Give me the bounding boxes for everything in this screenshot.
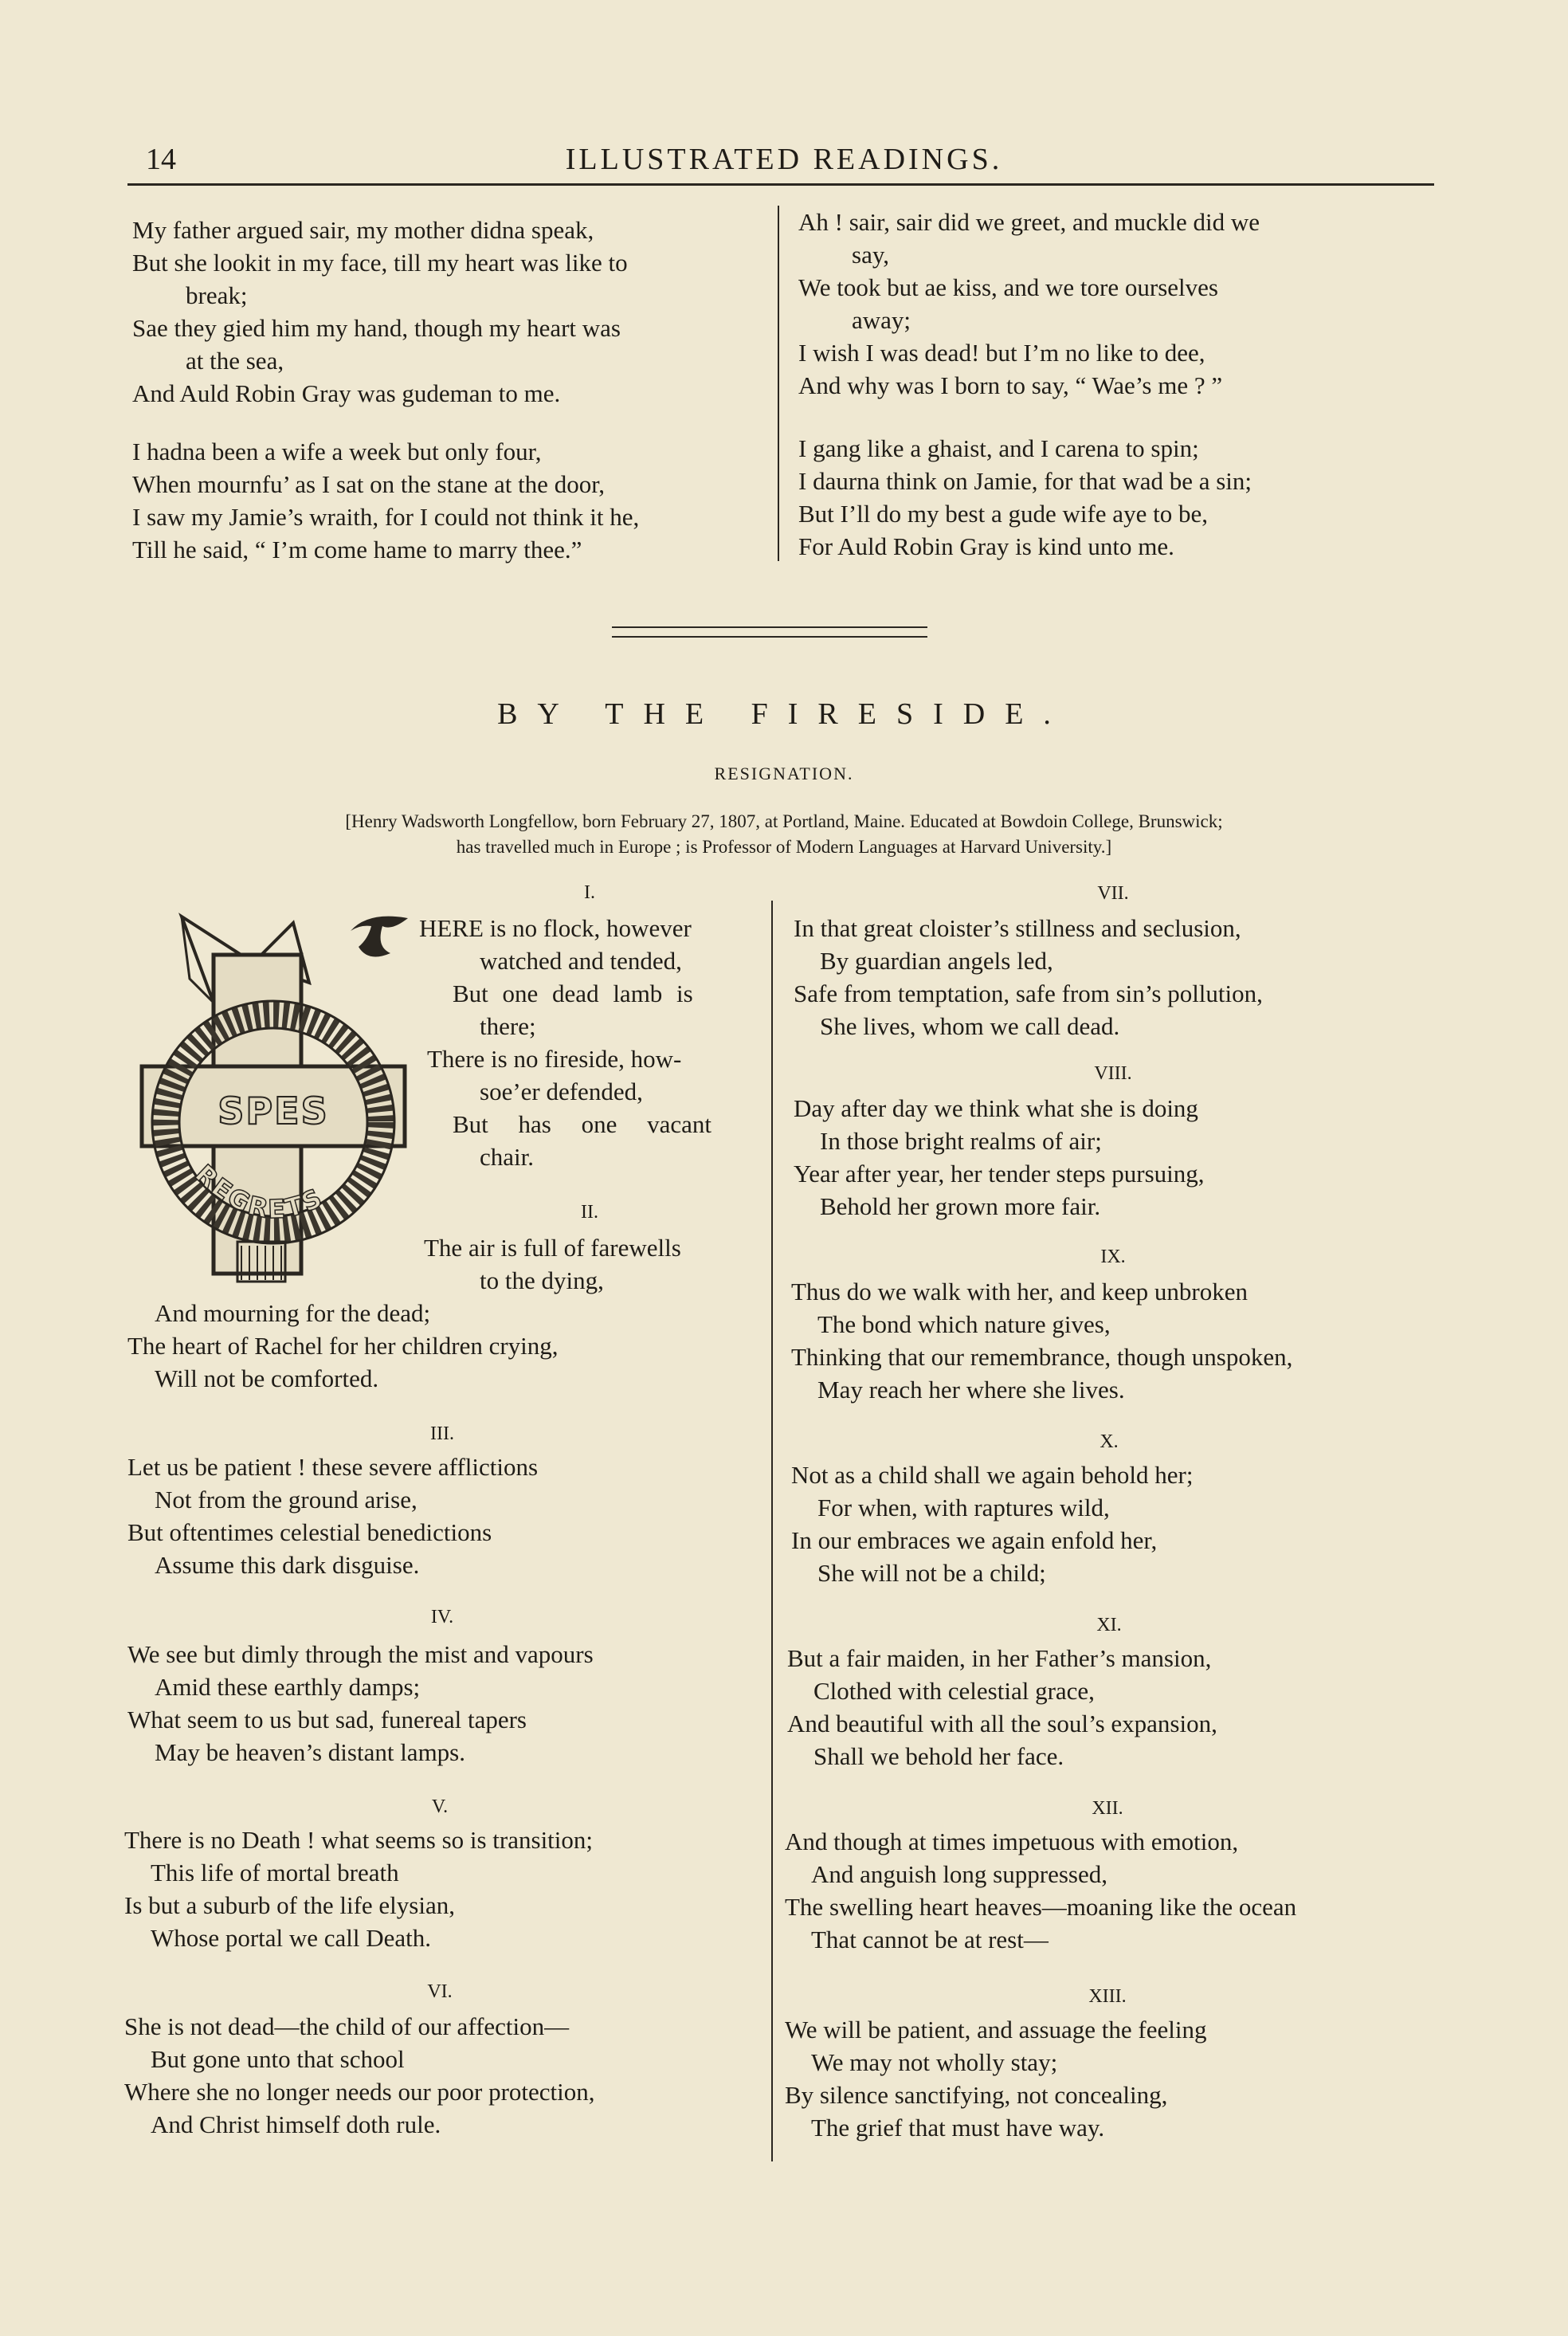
stanza-VIII: [794, 1092, 1205, 1223]
verse-line: May be heaven’s distant lamps.: [155, 1738, 465, 1766]
author-note-line: has travelled much in Europe ; is Professor of Modern Languages at Harvard University.]: [456, 837, 1112, 857]
verse-line: Let us be patient ! these severe afflictions: [127, 1453, 539, 1481]
verse-line: Amid these earthly damps;: [155, 1673, 421, 1701]
verse-line: And why was I born to say, “ Wae’s me ? ”: [798, 371, 1223, 399]
stanza-XI: [787, 1642, 1217, 1773]
verse-line: And Auld Robin Gray was gudeman to me.: [132, 379, 561, 407]
poem-subtitle: RESIGNATION.: [714, 764, 854, 783]
stanza-number: XI.: [1096, 1615, 1122, 1635]
verse-line: chair.: [480, 1143, 534, 1171]
verse-line: But I’ll do my best a gude wife aye to be,: [798, 500, 1208, 528]
author-note-line: [Henry Wadsworth Longfellow, born February 27, 1807, at Portland, Maine. Educated at Bowdoin College, Brunswick;: [345, 811, 1223, 831]
verse-line: But has one vacant: [453, 1110, 712, 1138]
verse-line: Clothed with celestial grace,: [813, 1677, 1095, 1705]
verse-line: By guardian angels led,: [820, 947, 1053, 975]
section-separator: [612, 626, 927, 638]
verse-line: The heart of Rachel for her children crying,: [127, 1332, 559, 1360]
verse-line: HERE is no flock, however: [419, 914, 692, 942]
drop-cap: [344, 907, 416, 963]
verse-line: Whose portal we call Death.: [151, 1924, 432, 1952]
stanza-number: I.: [584, 882, 595, 903]
verse-line: Shall we behold her face.: [813, 1742, 1064, 1770]
running-title: ILLUSTRATED READINGS.: [565, 143, 1003, 176]
verse-line: When mournfu’ as I sat on the stane at the door,: [132, 470, 606, 498]
verse-line: But a fair maiden, in her Father’s mansion,: [787, 1644, 1212, 1672]
verse-line: Sae they gied him my hand, though my heart was: [132, 314, 621, 342]
verse-line: I saw my Jamie’s wraith, for I could not think it he,: [132, 503, 640, 531]
verse-line: Is but a suburb of the life elysian,: [124, 1891, 455, 1919]
header-rule: [127, 183, 1434, 186]
verse-line: Thinking that our remembrance, though unspoken,: [791, 1343, 1293, 1371]
verse-line: The swelling heart heaves—moaning like the ocean: [785, 1893, 1297, 1921]
verse-line: away;: [852, 306, 911, 334]
verse-line: say,: [852, 241, 890, 269]
verse-line: In our embraces we again enfold her,: [791, 1526, 1158, 1554]
verse-line: Behold her grown more fair.: [820, 1192, 1101, 1220]
page-number: 14: [146, 143, 176, 176]
emblem-word-regrets: REGRETS: [189, 1158, 329, 1225]
verse-line: soe’er defended,: [480, 1078, 643, 1105]
poem1-stanza-3: [798, 206, 1260, 402]
verse-line: There is no fireside, how-: [427, 1045, 682, 1073]
verse-line: I hadna been a wife a week but only four,: [132, 438, 542, 465]
verse-line: I daurna think on Jamie, for that wad be a sin;: [798, 467, 1252, 495]
poem1-stanza-4: [798, 432, 1252, 563]
stanza-IX: [791, 1275, 1292, 1406]
verse-line: And mourning for the dead;: [155, 1299, 431, 1327]
verse-line: But she lookit in my face, till my heart was like to: [132, 249, 628, 277]
verse-line: Till he said, “ I’m come hame to marry thee.”: [132, 536, 582, 563]
verse-line: We see but dimly through the mist and vapours: [127, 1640, 594, 1668]
section-title: BY THE FIRESIDE.: [497, 697, 1071, 731]
verse-line: We may not wholly stay;: [811, 2048, 1058, 2076]
stanza-number: IV.: [430, 1607, 454, 1627]
verse-line: This life of mortal breath: [151, 1859, 399, 1886]
verse-line: The grief that must have way.: [811, 2114, 1105, 2142]
verse-line: She will not be a child;: [817, 1559, 1046, 1587]
verse-line: to the dying,: [480, 1266, 604, 1294]
verse-line: May reach her where she lives.: [817, 1376, 1125, 1404]
verse-line: The air is full of farewells: [424, 1234, 681, 1262]
stanza-number: V.: [431, 1796, 449, 1817]
verse-line: And Christ himself doth rule.: [151, 2110, 441, 2138]
verse-line: She is not dead—the child of our affection—: [124, 2012, 570, 2040]
stanza-number: IX.: [1100, 1247, 1126, 1267]
verse-line: And beautiful with all the soul’s expansion,: [787, 1710, 1217, 1737]
verse-line: I gang like a ghaist, and I carena to spin;: [798, 434, 1199, 462]
stanza-II: [424, 1231, 681, 1297]
verse-line: Thus do we walk with her, and keep unbroken: [791, 1278, 1248, 1305]
verse-line: My father argued sair, my mother didna speak,: [132, 216, 594, 244]
stanza-VII: [794, 912, 1263, 1042]
verse-line: Will not be comforted.: [155, 1364, 379, 1392]
stanza-number: II.: [581, 1202, 598, 1223]
verse-line: there;: [480, 1012, 536, 1040]
verse-line: We will be patient, and assuage the feeling: [785, 2016, 1207, 2044]
verse-line: Year after year, her tender steps pursuing,: [794, 1160, 1205, 1188]
stanza-number: III.: [430, 1423, 454, 1444]
poem1-stanza-2: [132, 435, 639, 566]
verse-line: The bond which nature gives,: [817, 1310, 1111, 1338]
verse-line: She lives, whom we call dead.: [820, 1012, 1120, 1040]
stanza-VI: [124, 2010, 595, 2141]
verse-line: By silence sanctifying, not concealing,: [785, 2081, 1168, 2109]
column-divider: [771, 901, 773, 2161]
verse-line: We took but ae kiss, and we tore ourselves: [798, 273, 1218, 301]
stanza-X: [791, 1459, 1193, 1589]
stanza-number: X.: [1100, 1431, 1119, 1452]
verse-line: Not from the ground arise,: [155, 1486, 417, 1513]
stanza-number: VI.: [427, 1981, 453, 2002]
verse-line: But gone unto that school: [151, 2045, 405, 2073]
stanza-I: [419, 912, 711, 1173]
verse-line: watched and tended,: [480, 947, 682, 975]
verse-line: I wish I was dead! but I’m no like to dee,: [798, 339, 1205, 367]
stanza-II-continued: [127, 1297, 559, 1395]
verse-line: In that great cloister’s stillness and seclusion,: [794, 914, 1241, 942]
verse-line: And though at times impetuous with emotion,: [785, 1828, 1239, 1855]
verse-line: What seem to us but sad, funereal tapers: [127, 1706, 527, 1733]
verse-line: Day after day we think what she is doing: [794, 1094, 1198, 1122]
stanza-XII: [785, 1825, 1296, 1956]
verse-line: For when, with raptures wild,: [817, 1494, 1110, 1521]
verse-line: break;: [186, 281, 248, 309]
verse-line: at the sea,: [186, 347, 284, 375]
verse-line: Safe from temptation, safe from sin’s pollution,: [794, 980, 1263, 1007]
stanza-number: XIII.: [1088, 1986, 1127, 2007]
stanza-number: XII.: [1092, 1798, 1123, 1819]
verse-line: For Auld Robin Gray is kind unto me.: [798, 532, 1174, 560]
stanza-III: [127, 1451, 538, 1581]
verse-line: Assume this dark disguise.: [155, 1551, 420, 1579]
stanza-IV: [127, 1638, 594, 1769]
verse-line: That cannot be at rest—: [811, 1926, 1049, 1953]
stanza-number: VIII.: [1094, 1063, 1132, 1084]
author-note: [127, 809, 1441, 860]
column-divider: [778, 206, 779, 561]
verse-line: In those bright realms of air;: [820, 1127, 1102, 1155]
stanza-V: [124, 1824, 593, 1954]
verse-line: But oftentimes celestial benedictions: [127, 1518, 492, 1546]
poem1-stanza-1: [132, 214, 628, 410]
verse-line: But one dead lamb is: [453, 980, 693, 1007]
verse-line: Where she no longer needs our poor protection,: [124, 2078, 595, 2106]
emblem-word-spes: SPES: [218, 1089, 329, 1133]
verse-line: Not as a child shall we again behold her;: [791, 1461, 1194, 1489]
verse-line: And anguish long suppressed,: [811, 1860, 1107, 1888]
verse-line: There is no Death ! what seems so is transition;: [124, 1826, 594, 1854]
verse-line: Ah ! sair, sair did we greet, and muckle did we: [798, 208, 1260, 236]
wreath-cross-emblem: [134, 907, 421, 1290]
stanza-number: VII.: [1097, 883, 1129, 904]
stanza-XIII: [785, 2013, 1206, 2144]
